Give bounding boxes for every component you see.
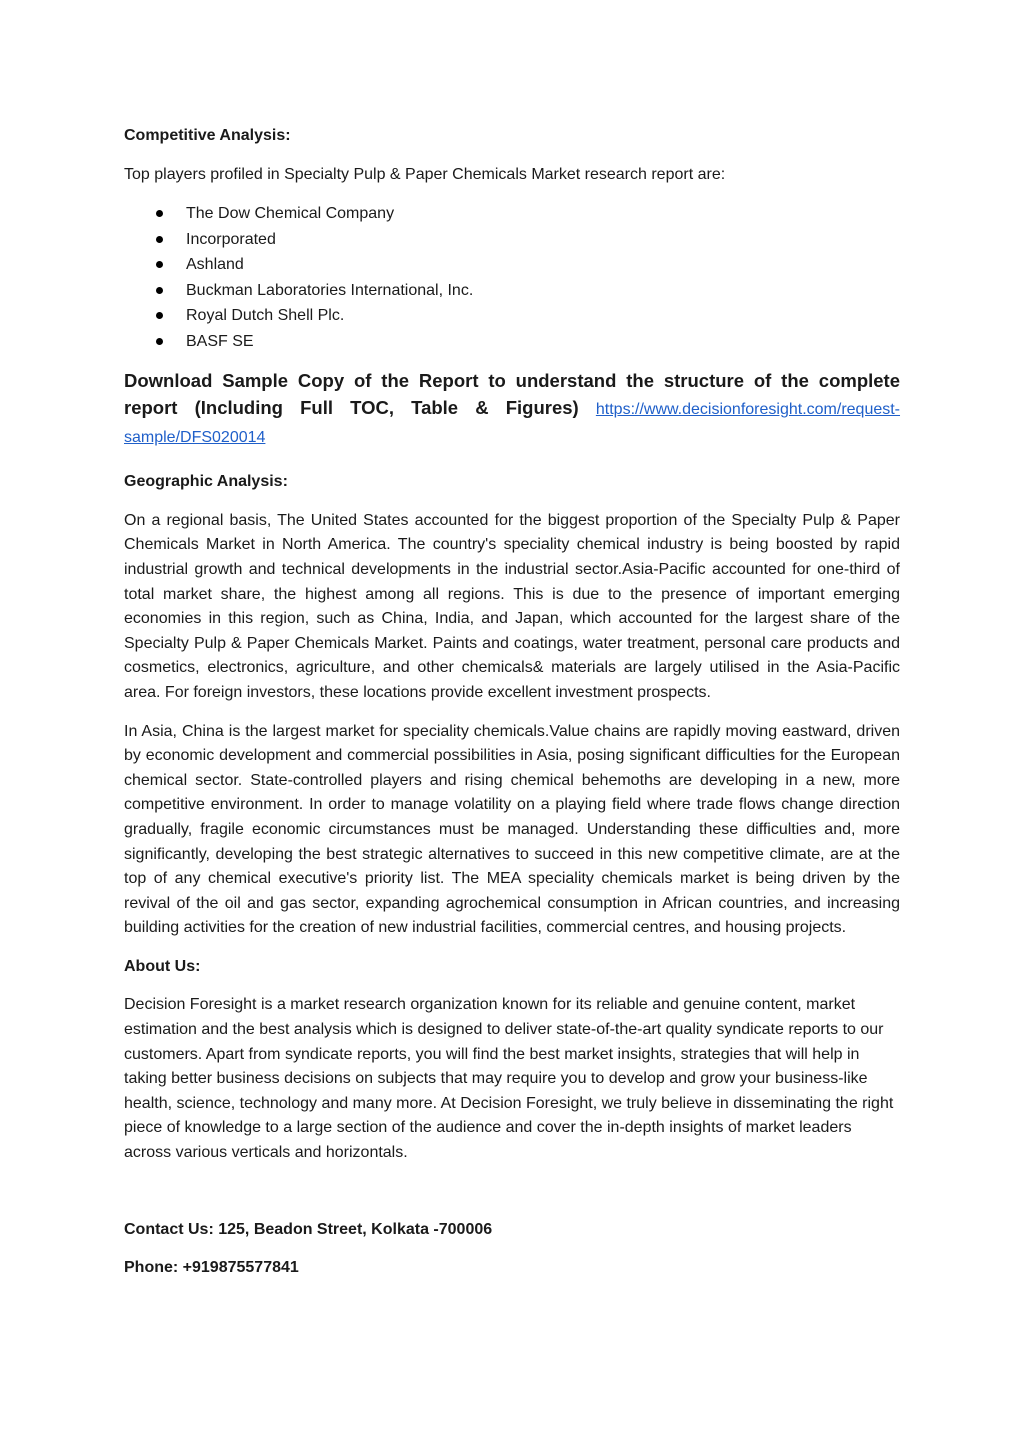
list-item: The Dow Chemical Company (124, 201, 900, 227)
bullet-icon (156, 287, 163, 294)
request-sample-link[interactable]: https://www.decisionforesight.com/request-sample/DFS020014 (124, 400, 901, 447)
top-players-list (124, 201, 900, 354)
contact-phone: Phone: +919875577841 (124, 1259, 299, 1277)
competitive-analysis-heading: Competitive Analysis: (124, 127, 291, 144)
download-sample-callout (124, 368, 900, 452)
list-item: Royal Dutch Shell Plc. (124, 303, 900, 329)
bullet-icon (156, 210, 163, 217)
about-us-heading: About Us: (124, 957, 201, 975)
list-item: Ashland (124, 252, 900, 278)
geographic-analysis-heading: Geographic Analysis: (124, 473, 288, 491)
bullet-icon (156, 338, 163, 345)
contact-address: Contact Us: 125, Beadon Street, Kolkata -700006 (124, 1220, 493, 1238)
list-item: Buckman Laboratories International, Inc. (124, 278, 900, 304)
bullet-icon (156, 261, 163, 268)
document-page (124, 124, 900, 1281)
list-item: BASF SE (124, 329, 900, 355)
geographic-paragraph-2: In Asia, China is the largest market for speciality chemicals.Value chains are rapidly moving eastward, driven by economic development and commercial possibilities in Asia, posing significant difficulties for the European chemical sector. State-controlled players and rising chemical behemoths are developing in a new, more competitive environment. In order to manage volatility on a playing field where trade flows change direction gradually, fragile economic circumstances must be managed. Understanding these difficulties and, more significantly, developing the best strategic alternatives to succeed in this new competitive climate, are at the top of any chemical executive's priority list. The MEA speciality chemicals market is being driven by the revival of the oil and gas sector, expanding agrochemical consumption in African countries, and increasing building activities for the creation of new industrial facilities, commercial centres, and housing projects. (124, 722, 900, 937)
geographic-paragraph-1: On a regional basis, The United States accounted for the biggest proportion of the Specialty Pulp & Paper Chemicals Market in North America. The country's speciality chemical industry is being boosted by rapid industrial growth and technical developments in the industrial sector.Asia-Pacific accounted for one-third of total market share, the highest among all regions. This is due to the presence of important emerging economies in this region, such as China, India, and Japan, which accounted for the largest share of the Specialty Pulp & Paper Chemicals Market. Paints and coatings, water treatment, personal care products and cosmetics, electronics, agriculture, and other chemicals& materials are largely utilised in the Asia-Pacific area. For foreign investors, these locations provide excellent investment prospects. (124, 511, 900, 701)
competitive-analysis-intro: Top players profiled in Specialty Pulp & Paper Chemicals Market research report are: (124, 165, 726, 183)
list-item: Incorporated (124, 227, 900, 253)
download-sample-text: Download Sample Copy of the Report to understand the structure of the complete report (Including Full TOC, Table & Figures) (124, 370, 900, 418)
bullet-icon (156, 236, 163, 243)
about-us-paragraph: Decision Foresight is a market research organization known for its reliable and genuine content, market estimation and the best analysis which is designed to deliver state-of-the-art quality syndicate reports to our customers. Apart from syndicate reports, you will find the best market insights, strategies that will help in taking better business decisions on subjects that may require you to develop and grow your business-like health, science, technology and many more. At Decision Foresight, we truly believe in disseminating the right piece of knowledge to a large section of the audience and cover the in-depth insights of market leaders across various verticals and horizontals. (124, 996, 894, 1162)
bullet-icon (156, 312, 163, 319)
